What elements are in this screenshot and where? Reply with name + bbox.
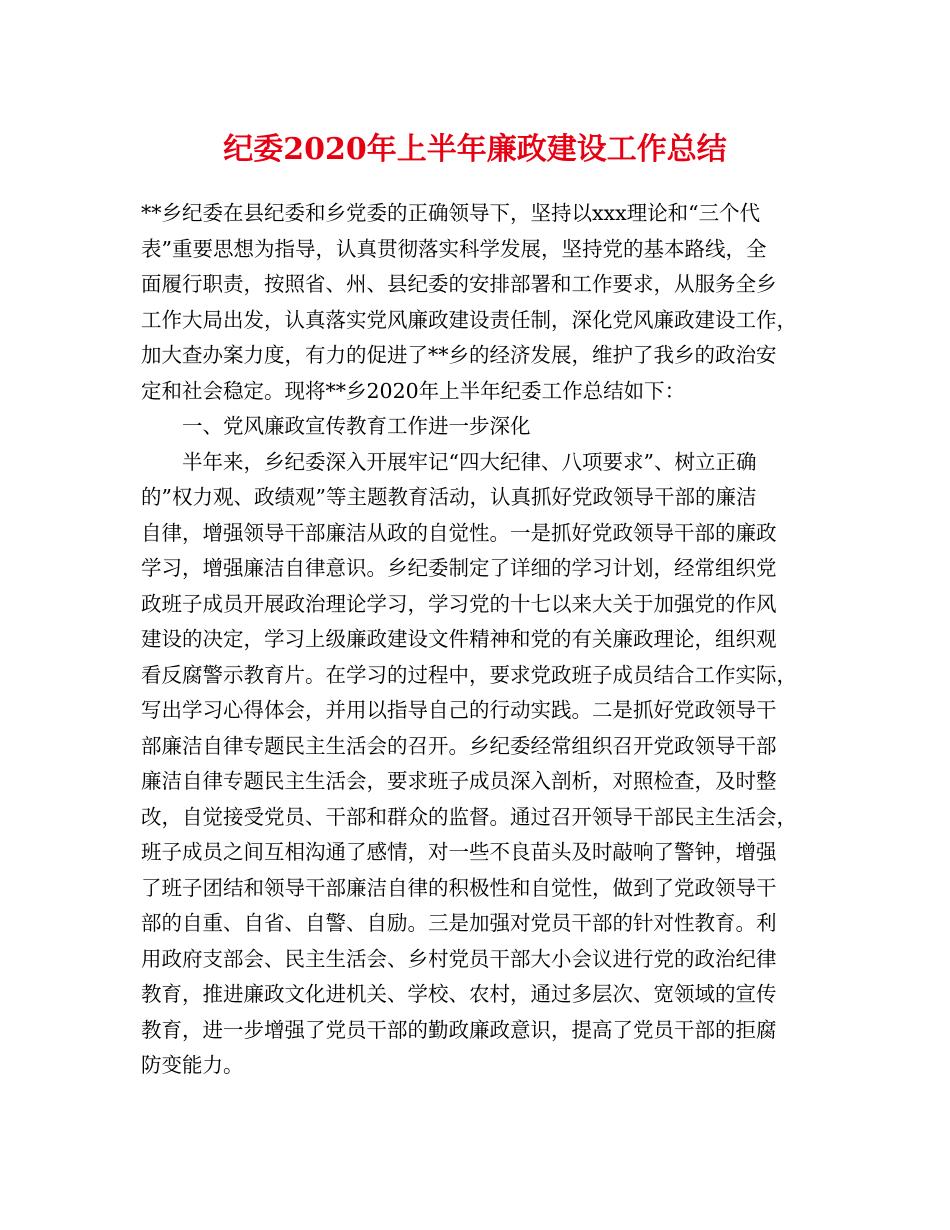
text-line: 部廉洁自律专题民主生活会的召开。乡纪委经常组织召开党政领导干部 — [141, 733, 777, 758]
text-line: 工作大局出发，认真落实党风廉政建设责任制，深化党风廉政建设工作， — [141, 307, 797, 332]
text-line: 学习，增强廉洁自律意识。乡纪委制定了详细的学习计划，经常组织党 — [141, 556, 777, 580]
text-line: 看反腐警示教育片。在学习的过程中，要求党政班子成员结合工作实际， — [141, 662, 797, 687]
text-line: 教育，推进廉政文化进机关、学校、农村，通过多层次、宽领域的宣传 — [141, 982, 777, 1006]
text-line: 写出学习心得体会，并用以指导自己的行动实践。二是抓好党政领导干 — [141, 698, 777, 722]
intro-paragraph — [141, 196, 815, 409]
text-line: 了班子团结和领导干部廉洁自律的积极性和自觉性，做到了党政领导干 — [141, 875, 777, 900]
text-line: 廉洁自律专题民主生活会，要求班子成员深入剖析，对照检查，及时整 — [141, 769, 777, 793]
text-line: 面履行职责，按照省、州、县纪委的安排部署和工作要求，从服务全乡 — [141, 272, 777, 296]
text-line: 改，自觉接受党员、干部和群众的监督。通过召开领导干部民主生活会， — [141, 804, 797, 829]
text-line: 自律，增强领导干部廉洁从政的自觉性。一是抓好党政领导干部的廉政 — [141, 520, 777, 545]
text-line: 半年来，乡纪委深入开展牢记“四大纪律、八项要求”、树立正确 — [182, 449, 757, 474]
text-line: **乡纪委在县纪委和乡党委的正确领导下，坚持以xxx理论和“三个代 — [141, 201, 761, 225]
text-line: 部的自重、自省、自警、自励。三是加强对党员干部的针对性教育。利 — [141, 911, 777, 935]
text-line: 政班子成员开展政治理论学习，学习党的十七以来大关于加强党的作风 — [141, 591, 777, 616]
section-1-heading: 一、党风廉政宣传教育工作进一步深化 — [182, 414, 531, 438]
document-title: 纪委2020年上半年廉政建设工作总结 — [223, 132, 727, 167]
section-heading — [141, 409, 815, 445]
section-1-paragraph — [141, 445, 815, 1084]
text-line: 表”重要思想为指导，认真贯彻落实科学发展，坚持党的基本路线，全 — [141, 236, 767, 261]
text-line: 班子成员之间互相沟通了感情，对一些不良苗头及时敲响了警钟，增强 — [141, 840, 777, 864]
text-line: 教育，进一步增强了党员干部的勤政廉政意识，提高了党员干部的拒腐 — [141, 1017, 777, 1042]
text-line: 防变能力。 — [141, 1053, 244, 1077]
text-line: 用政府支部会、民主生活会、乡村党员干部大小会议进行党的政治纪律 — [141, 946, 777, 971]
text-line: 的”权力观、政绩观”等主题教育活动，认真抓好党政领导干部的廉洁 — [141, 485, 757, 509]
text-line: 建设的决定，学习上级廉政建设文件精神和党的有关廉政理论，组织观 — [141, 627, 777, 651]
text-line: 定和社会稳定。现将**乡2020年上半年纪委工作总结如下： — [141, 378, 686, 403]
text-line: 加大查办案力度，有力的促进了**乡的经济发展，维护了我乡的政治安 — [141, 343, 777, 367]
document-body — [141, 196, 815, 1084]
